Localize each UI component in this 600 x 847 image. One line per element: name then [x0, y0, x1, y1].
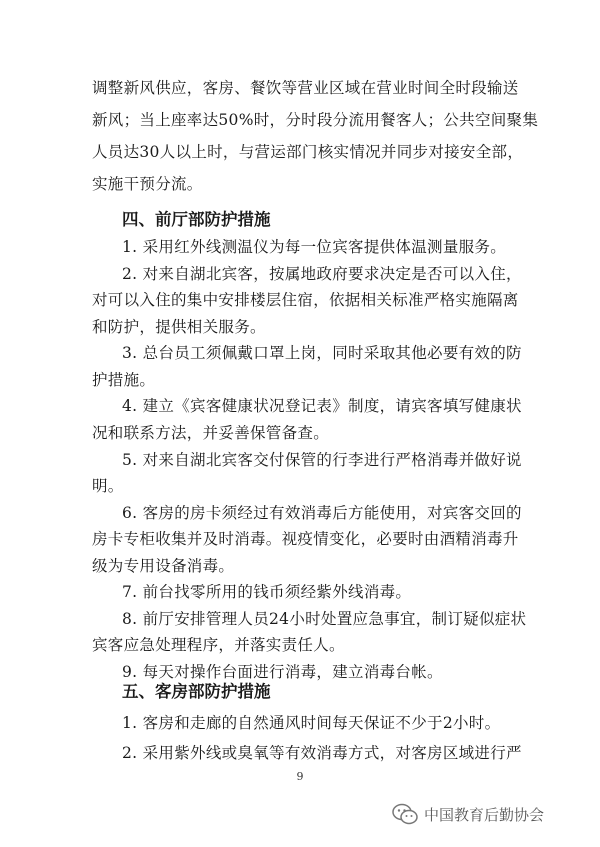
list-item: 9. 每天对操作台面进行消毒，建立消毒台帐。	[122, 663, 443, 681]
body-line: 实施干预分流。	[92, 175, 203, 193]
section-heading-housekeeping: 五、客房部防护措施	[122, 682, 271, 701]
section-heading-front-office: 四、前厅部防护措施	[122, 210, 271, 229]
list-item-continuation: 和防护，提供相关服务。	[92, 318, 266, 336]
list-item-continuation: 房卡专柜收集并及时消毒。视疫情变化，必要时由酒精消毒升	[92, 530, 519, 548]
list-item-continuation: 明。	[92, 477, 124, 495]
list-item: 6. 客房的房卡须经过有效消毒后方能使用，对宾客交回的	[122, 504, 522, 522]
wechat-icon	[392, 803, 418, 825]
list-item: 7. 前台找零所用的钱币须经紫外线消毒。	[122, 583, 412, 601]
list-item: 1. 客房和走廊的自然通风时间每天保证不少于2小时。	[122, 714, 501, 732]
list-item: 8. 前厅安排管理人员24小时处置应急事宜，制订疑似症状	[122, 610, 527, 628]
list-item-continuation: 况和联系方法，并妥善保管备查。	[92, 424, 330, 442]
list-item: 5. 对来自湖北宾客交付保管的行李进行严格消毒并做好说	[122, 451, 522, 469]
list-item-continuation: 宾客应急处理程序，并落实责任人。	[92, 636, 345, 654]
body-line: 调整新风供应，客房、餐饮等营业区域在营业时间全时段输送	[92, 79, 519, 97]
list-item: 4. 建立《宾客健康状况登记表》制度，请宾客填写健康状	[122, 397, 522, 415]
list-item: 2. 对来自湖北宾客，按属地政府要求决定是否可以入住，	[122, 265, 522, 283]
page-number: 9	[296, 770, 304, 783]
list-item-continuation: 级为专用设备消毒。	[92, 557, 235, 575]
list-item: 1. 采用红外线测温仪为每一位宾客提供体温测量服务。	[122, 238, 507, 256]
list-item: 3. 总台员工须佩戴口罩上岗，同时采取其他必要有效的防	[122, 344, 522, 362]
body-line: 新风；当上座率达50%时，分时段分流用餐客人；公共空间聚集	[92, 111, 539, 129]
body-line: 人员达30人以上时，与营运部门核实情况并同步对接安全部，	[92, 143, 524, 161]
watermark-text: 中国教育后勤协会	[424, 805, 545, 824]
list-item: 2. 采用紫外线或臭氧等有效消毒方式，对客房区域进行严	[122, 744, 522, 762]
watermark	[392, 803, 544, 825]
list-item-continuation: 对可以入住的集中安排楼层住宿，依据相关标准严格实施隔离	[92, 291, 519, 309]
list-item-continuation: 护措施。	[92, 371, 156, 389]
